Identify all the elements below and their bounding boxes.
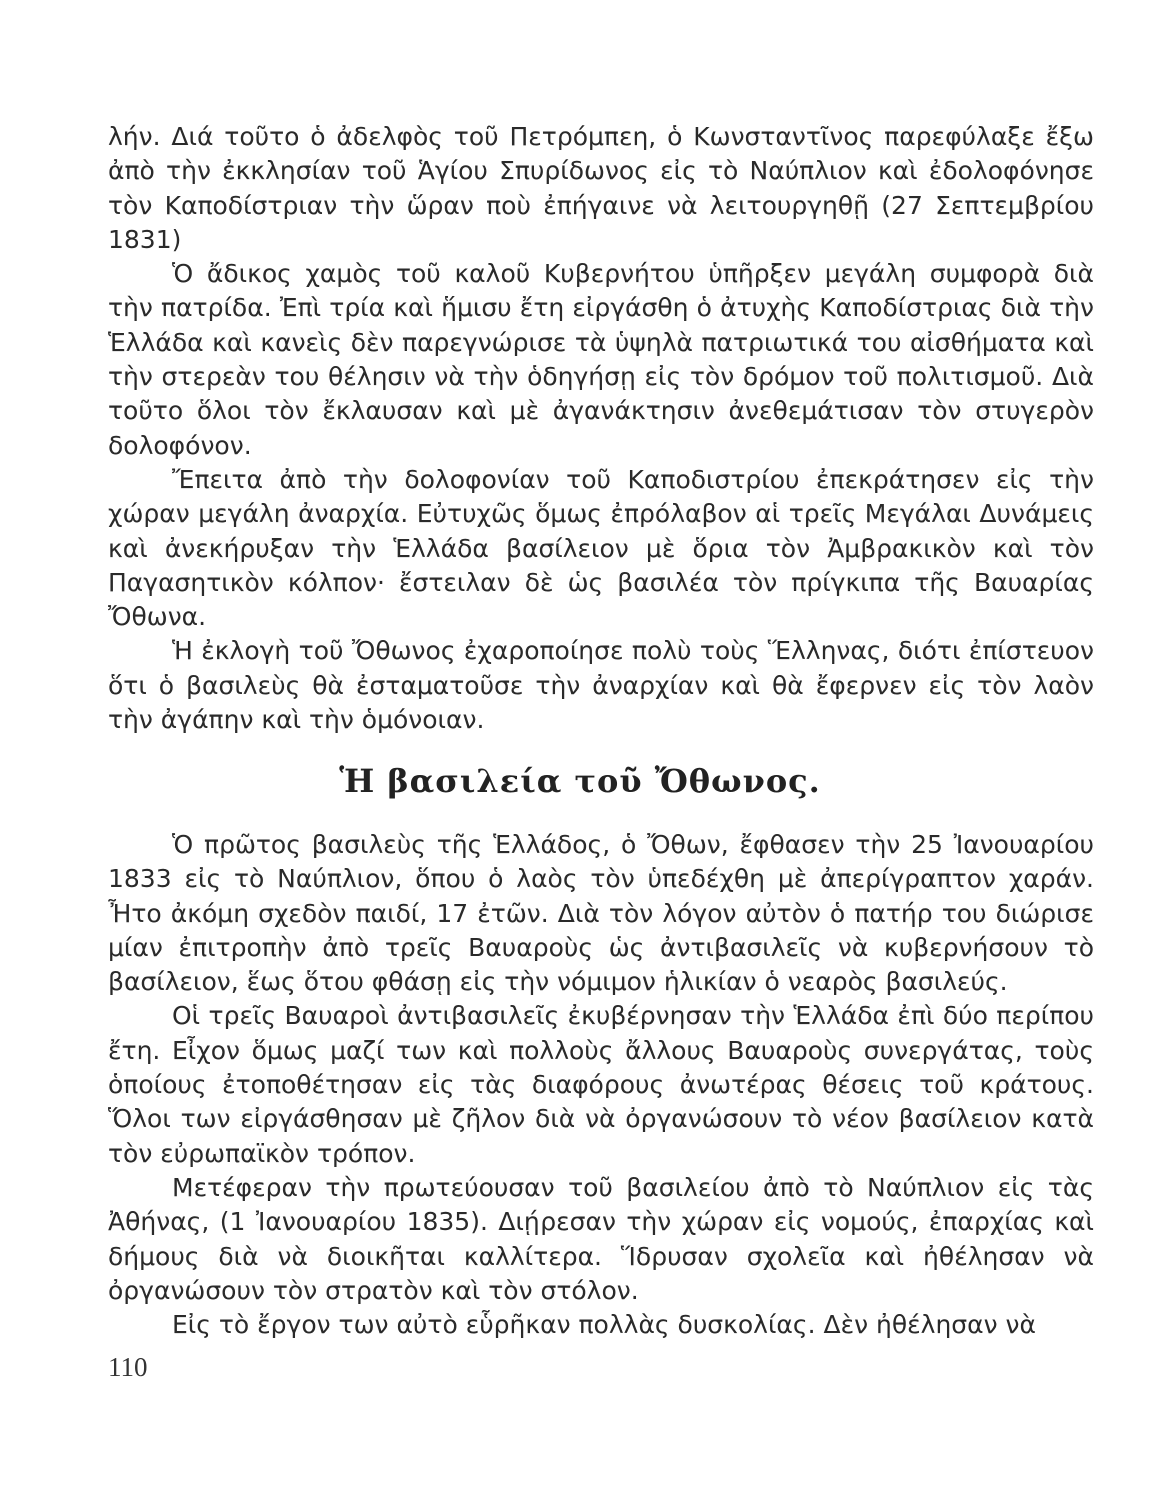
paragraph: Οἱ τρεῖς Βαυαροὶ ἀντιβασιλεῖς ἐκυβέρνησαν τὴν Ἑλλάδα ἐπὶ δύο περίπου ἔτη. Εἶχον ὅμως μαζί των καὶ πολλοὺς ἄλλους Βαυαροὺς συνεργάτας, τοὺς ὁποίους ἐτοποθέτησαν εἰς τὰς διαφόρους ἀνωτέρας θέσεις τοῦ κράτους. Ὅλοι των εἰργάσθησαν μὲ ζῆλον διὰ νὰ ὀργανώσουν τὸ νέον βασίλειον κατὰ τὸν εὐρωπαϊκὸν τρόπον. — [108, 1001, 1094, 1168]
paragraph: Ἔπειτα ἀπὸ τὴν δολοφονίαν τοῦ Καποδιστρίου ἐπεκράτησεν εἰς τὴν χώραν μεγάλη ἀναρχία. Εὐτυχῶς ὅμως ἐπρόλαβον αἱ τρεῖς Μεγάλαι Δυνάμεις καὶ ἀνεκήρυξαν τὴν Ἑλλάδα βασίλειον μὲ ὅρια τὸν Ἀμβρακικὸν καὶ τὸν Παγασητικὸν κόλπον· ἔστειλαν δὲ ὡς βασιλέα τὸν πρίγκιπα τῆς Βαυαρίας Ὄθωνα. — [108, 464, 1094, 632]
top-text-block — [108, 120, 1094, 737]
paragraph: Ἡ ἐκλογὴ τοῦ Ὄθωνος ἐχαροποίησε πολὺ τοὺς Ἕλληνας, διότι ἐπίστευον ὅτι ὁ βασιλεὺς θὰ ἐσταματοῦσε τὴν ἀναρχίαν καὶ θὰ ἔφερνεν εἰς τὸν λαὸν τὴν ἀγάπην καὶ τὴν ὁμόνοιαν. — [108, 636, 1094, 735]
paragraph: Ὁ πρῶτος βασιλεὺς τῆς Ἑλλάδος, ὁ Ὄθων, ἔφθασεν τὴν 25 Ἰανουαρίου 1833 εἰς τὸ Ναύπλιον, ὅπου ὁ λαὸς τὸν ὑπεδέχθη μὲ ἀπερίγραπτον χαράν. Ἦτο ἀκόμη σχεδὸν παιδί, 17 ἐτῶν. Διὰ τὸν λόγον αὐτὸν ὁ πατήρ του διώρισε μίαν ἐπιτροπὴν ἀπὸ τρεῖς Βαυαροὺς ὡς ἀντιβασιλεῖς νὰ κυβερνήσουν τὸ βασίλειον, ἕως ὅτου φθάσῃ εἰς τὴν νόμιμον ἡλικίαν ὁ νεαρὸς βασιλεύς. — [108, 830, 1094, 997]
page-number: 110 — [108, 1352, 148, 1382]
paragraph: Εἰς τὸ ἔργον των αὐτὸ εὗρῆκαν πολλὰς δυσκολίας. Δὲν ἠθέλησαν νὰ — [172, 1310, 1036, 1340]
paragraph: Μετέφεραν τὴν πρωτεύουσαν τοῦ βασιλείου ἀπὸ τὸ Ναύπλιον εἰς τὰς Ἀθήνας, (1 Ἰανουαρίου 1835). Διῄρεσαν τὴν χώραν εἰς νομούς, ἐπαρχίας καὶ δήμους διὰ νὰ διοικῆται καλλίτερα. Ἵδρυσαν σχολεῖα καὶ ἠθέλησαν νὰ ὀργανώσουν τὸν στρατὸν καὶ τὸν στόλον. — [108, 1172, 1094, 1305]
section-heading: Ἡ βασιλεία τοῦ Ὄθωνος. — [339, 762, 821, 800]
bottom-text-block — [108, 828, 1094, 1342]
paragraph: Ὁ ἄδικος χαμὸς τοῦ καλοῦ Κυβερνήτου ὑπῆρξεν μεγάλη συμφορὰ διὰ τὴν πατρίδα. Ἐπὶ τρία καὶ ἥμισυ ἔτη εἰργάσθη ὁ ἀτυχὴς Καποδίστριας διὰ τὴν Ἑλλάδα καὶ κανεὶς δὲν παρεγνώρισε τὰ ὑψηλὰ πατριωτικά του αἰσθήματα καὶ τὴν στερεὰν του θέλησιν νὰ τὴν ὁδηγήσῃ εἰς τὸν δρόμον τοῦ πολιτισμοῦ. Διὰ τοῦτο ὅλοι τὸν ἔκλαυσαν καὶ μὲ ἀγανάκτησιν ἀνεθεμάτισαν τὸν στυγερὸν δολοφόνον. — [108, 259, 1094, 460]
paragraph: λήν. Διά τοῦτο ὁ ἀδελφὸς τοῦ Πετρόμπεη, ὁ Κωνσταντῖνος παρεφύλαξε ἔξω ἀπὸ τὴν ἐκκλησίαν τοῦ Ἁγίου Σπυρίδωνος εἰς τὸ Ναύπλιον καὶ ἐδολοφόνησε τὸν Καποδίστριαν τὴν ὥραν ποὺ ἐπήγαινε νὰ λειτουργηθῇ (27 Σεπτεμβρίου 1831) — [108, 122, 1094, 254]
